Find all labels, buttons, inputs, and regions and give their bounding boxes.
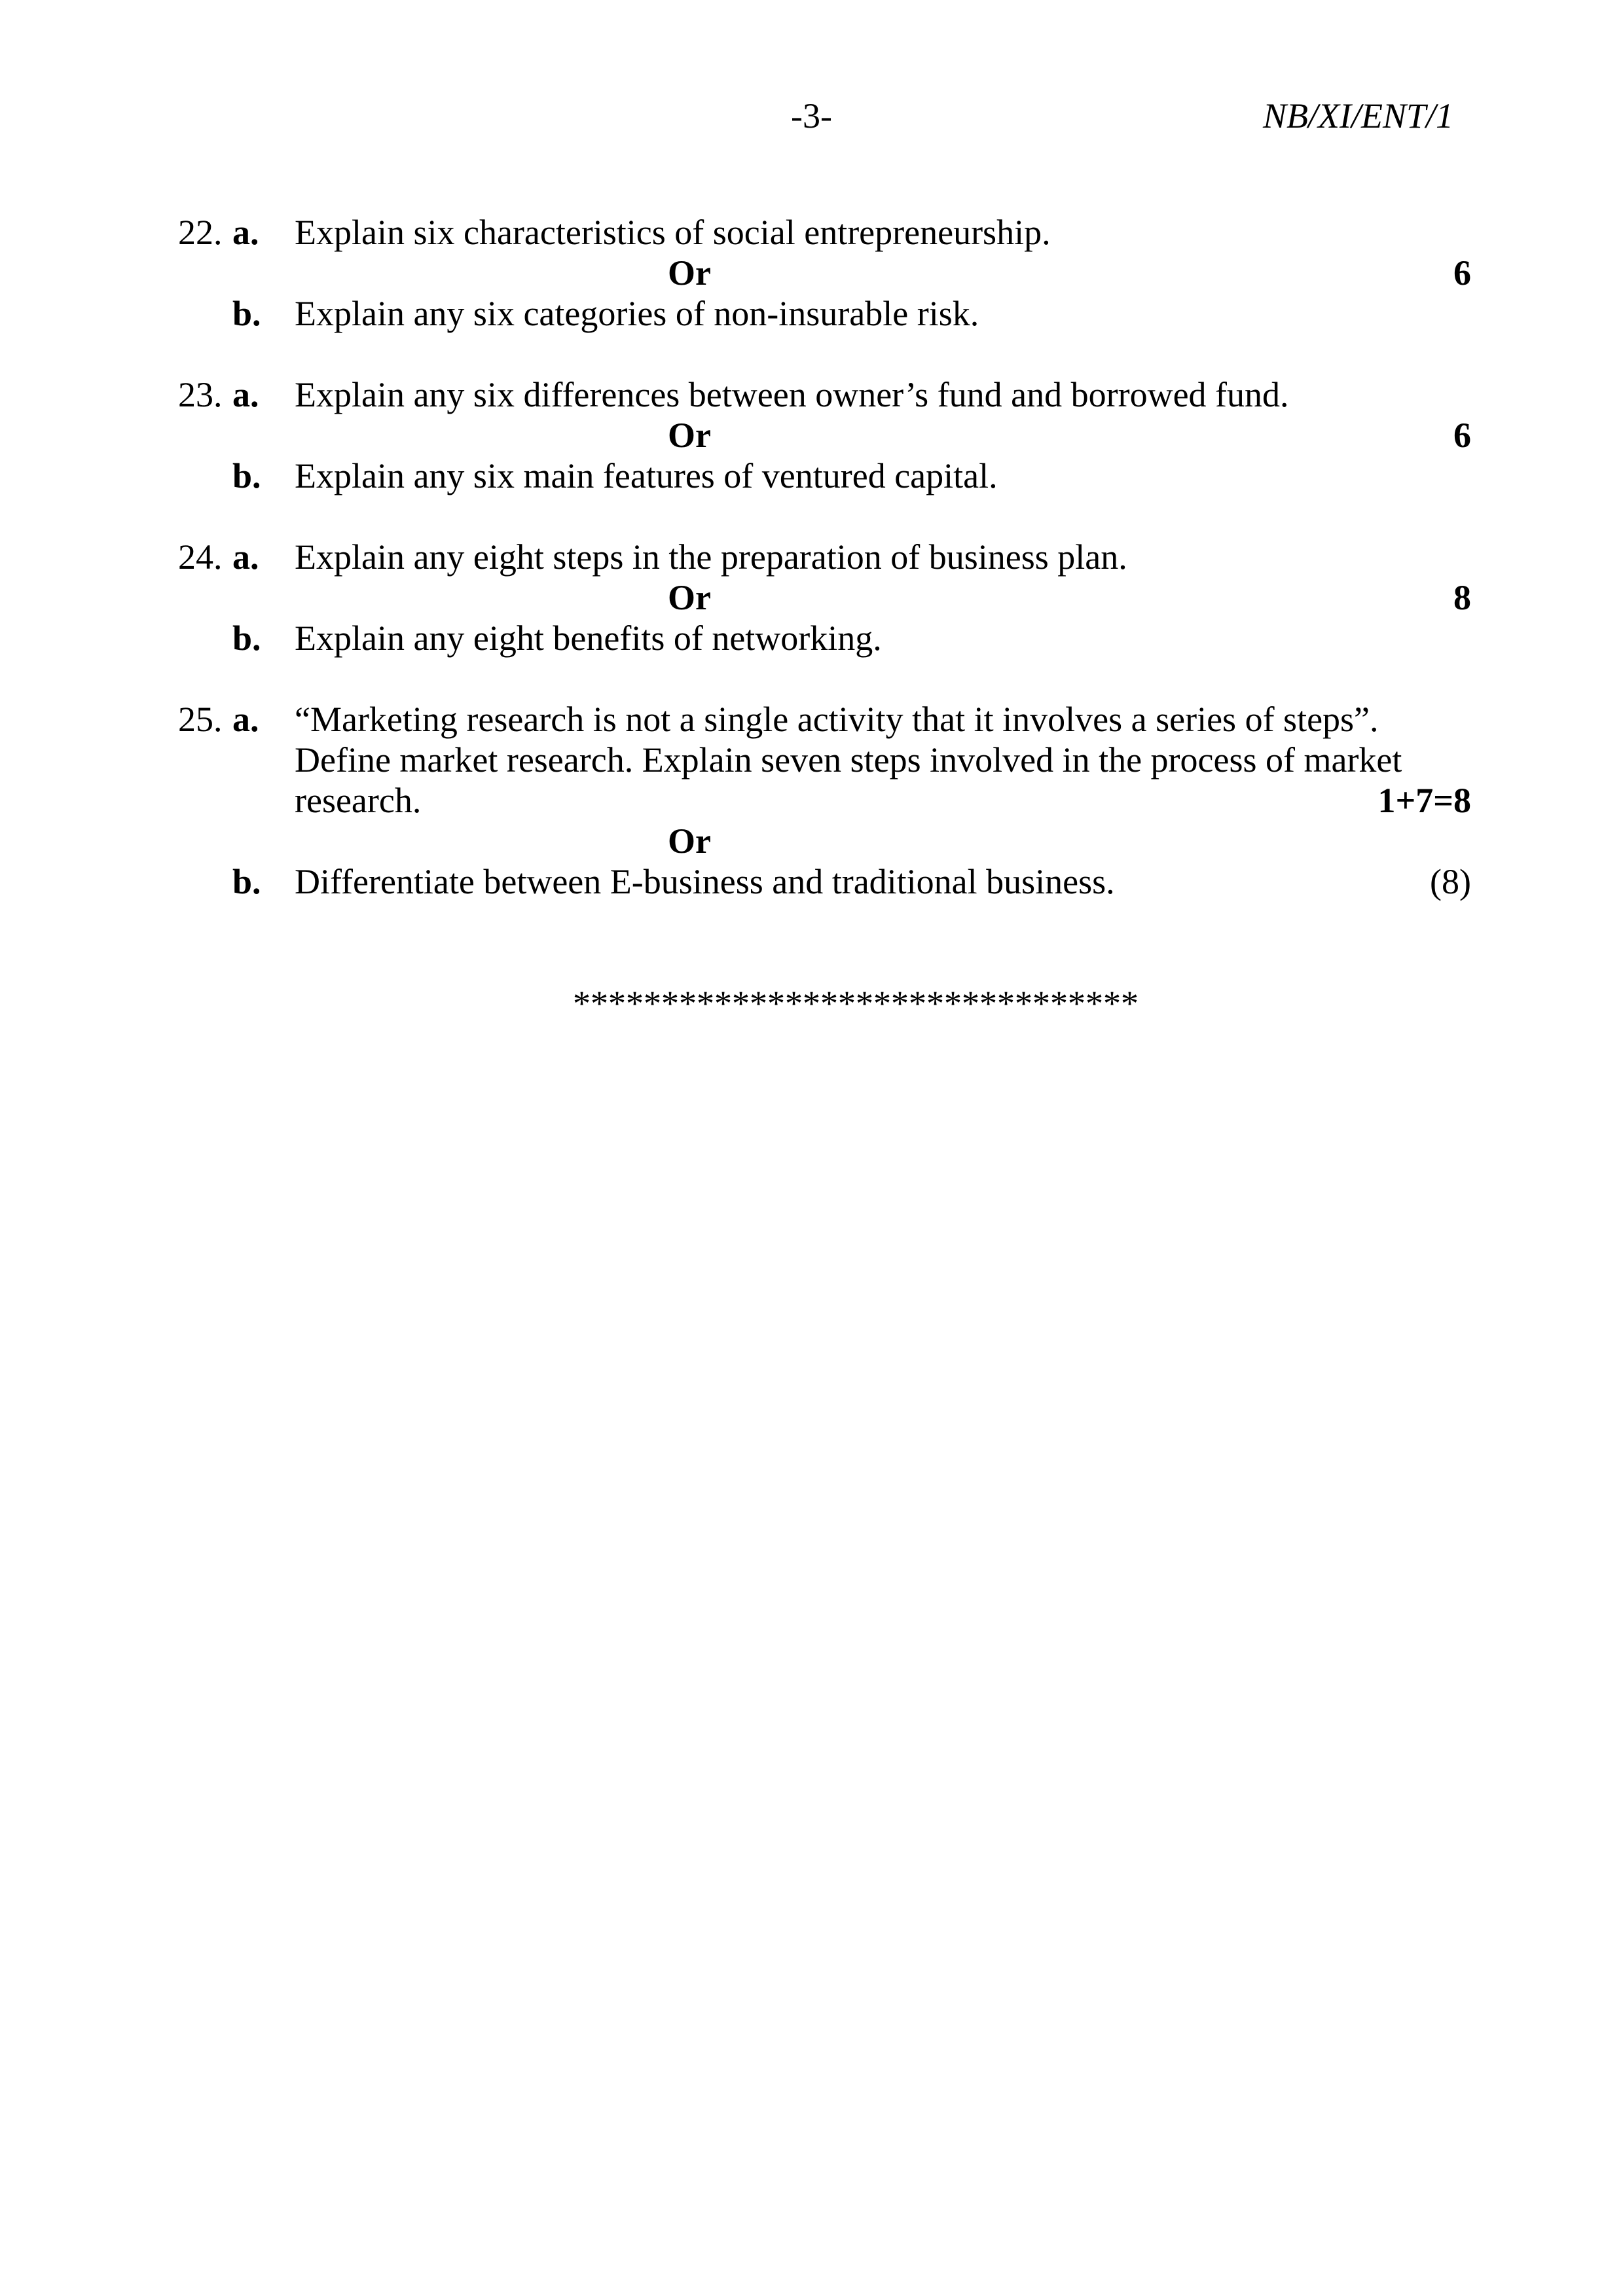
question-22-option-b-row	[0, 293, 1623, 334]
marks-value: 6	[1453, 416, 1471, 455]
option-b-text: Explain any eight benefits of networking.	[295, 619, 882, 658]
marks-value: 1+7=8	[1377, 781, 1471, 820]
question-number: 23.	[178, 375, 223, 414]
question-25	[0, 699, 1623, 902]
end-of-paper-separator: ********************************	[573, 984, 1139, 1023]
option-a-label: a.	[232, 213, 259, 252]
question-23-option-b-row	[0, 456, 1623, 496]
option-a-text-line-3: research.	[295, 781, 422, 820]
option-b-text: Explain any six categories of non-insurable risk.	[295, 294, 979, 333]
option-a-text: Explain any six differences between owner’s fund and borrowed fund.	[295, 375, 1289, 414]
option-b-text: Differentiate between E-business and traditional business.	[295, 862, 1115, 901]
page-footer	[0, 983, 1623, 1024]
option-a-label: a.	[232, 537, 259, 577]
question-25-option-a-row-line-1	[0, 699, 1623, 740]
questions-list	[0, 212, 1623, 902]
question-24	[0, 537, 1623, 658]
option-a-label: a.	[232, 700, 259, 739]
or-separator: Or	[668, 253, 711, 293]
question-23-option-a-row	[0, 374, 1623, 415]
option-a-text-line-1: “Marketing research is not a single activity that it involves a series of steps”.	[295, 700, 1379, 739]
question-24-option-b-row	[0, 618, 1623, 658]
question-25-option-a-row-line-3	[0, 780, 1623, 821]
option-a-text: Explain any eight steps in the preparation of business plan.	[295, 537, 1127, 577]
option-a-text: Explain six characteristics of social entrepreneurship.	[295, 213, 1051, 252]
paper-code: NB/XI/ENT/1	[1262, 96, 1453, 135]
marks-value: 6	[1453, 253, 1471, 293]
question-number: 22.	[178, 213, 223, 252]
or-separator: Or	[668, 578, 711, 617]
page-header	[0, 96, 1623, 136]
question-number: 24.	[178, 537, 223, 577]
or-separator: Or	[668, 821, 711, 861]
question-24-or-row	[0, 577, 1623, 618]
question-22-or-row	[0, 253, 1623, 293]
or-separator: Or	[668, 416, 711, 455]
question-22	[0, 212, 1623, 334]
question-25-option-a-row-line-2	[0, 740, 1623, 780]
question-23-or-row	[0, 415, 1623, 456]
question-24-option-a-row	[0, 537, 1623, 577]
marks-value: (8)	[1430, 862, 1471, 901]
marks-value: 8	[1453, 578, 1471, 617]
option-b-label: b.	[232, 456, 261, 495]
question-25-or-row	[0, 821, 1623, 861]
page-number: -3-	[791, 96, 832, 135]
question-25-option-b-row	[0, 861, 1623, 902]
option-b-text: Explain any six main features of ventured capital.	[295, 456, 998, 495]
question-23	[0, 374, 1623, 496]
option-b-label: b.	[232, 862, 261, 901]
option-a-label: a.	[232, 375, 259, 414]
question-22-option-a-row	[0, 212, 1623, 253]
option-b-label: b.	[232, 294, 261, 333]
option-a-text-line-2: Define market research. Explain seven steps involved in the process of market	[295, 740, 1402, 780]
question-number: 25.	[178, 700, 223, 739]
option-b-label: b.	[232, 619, 261, 658]
